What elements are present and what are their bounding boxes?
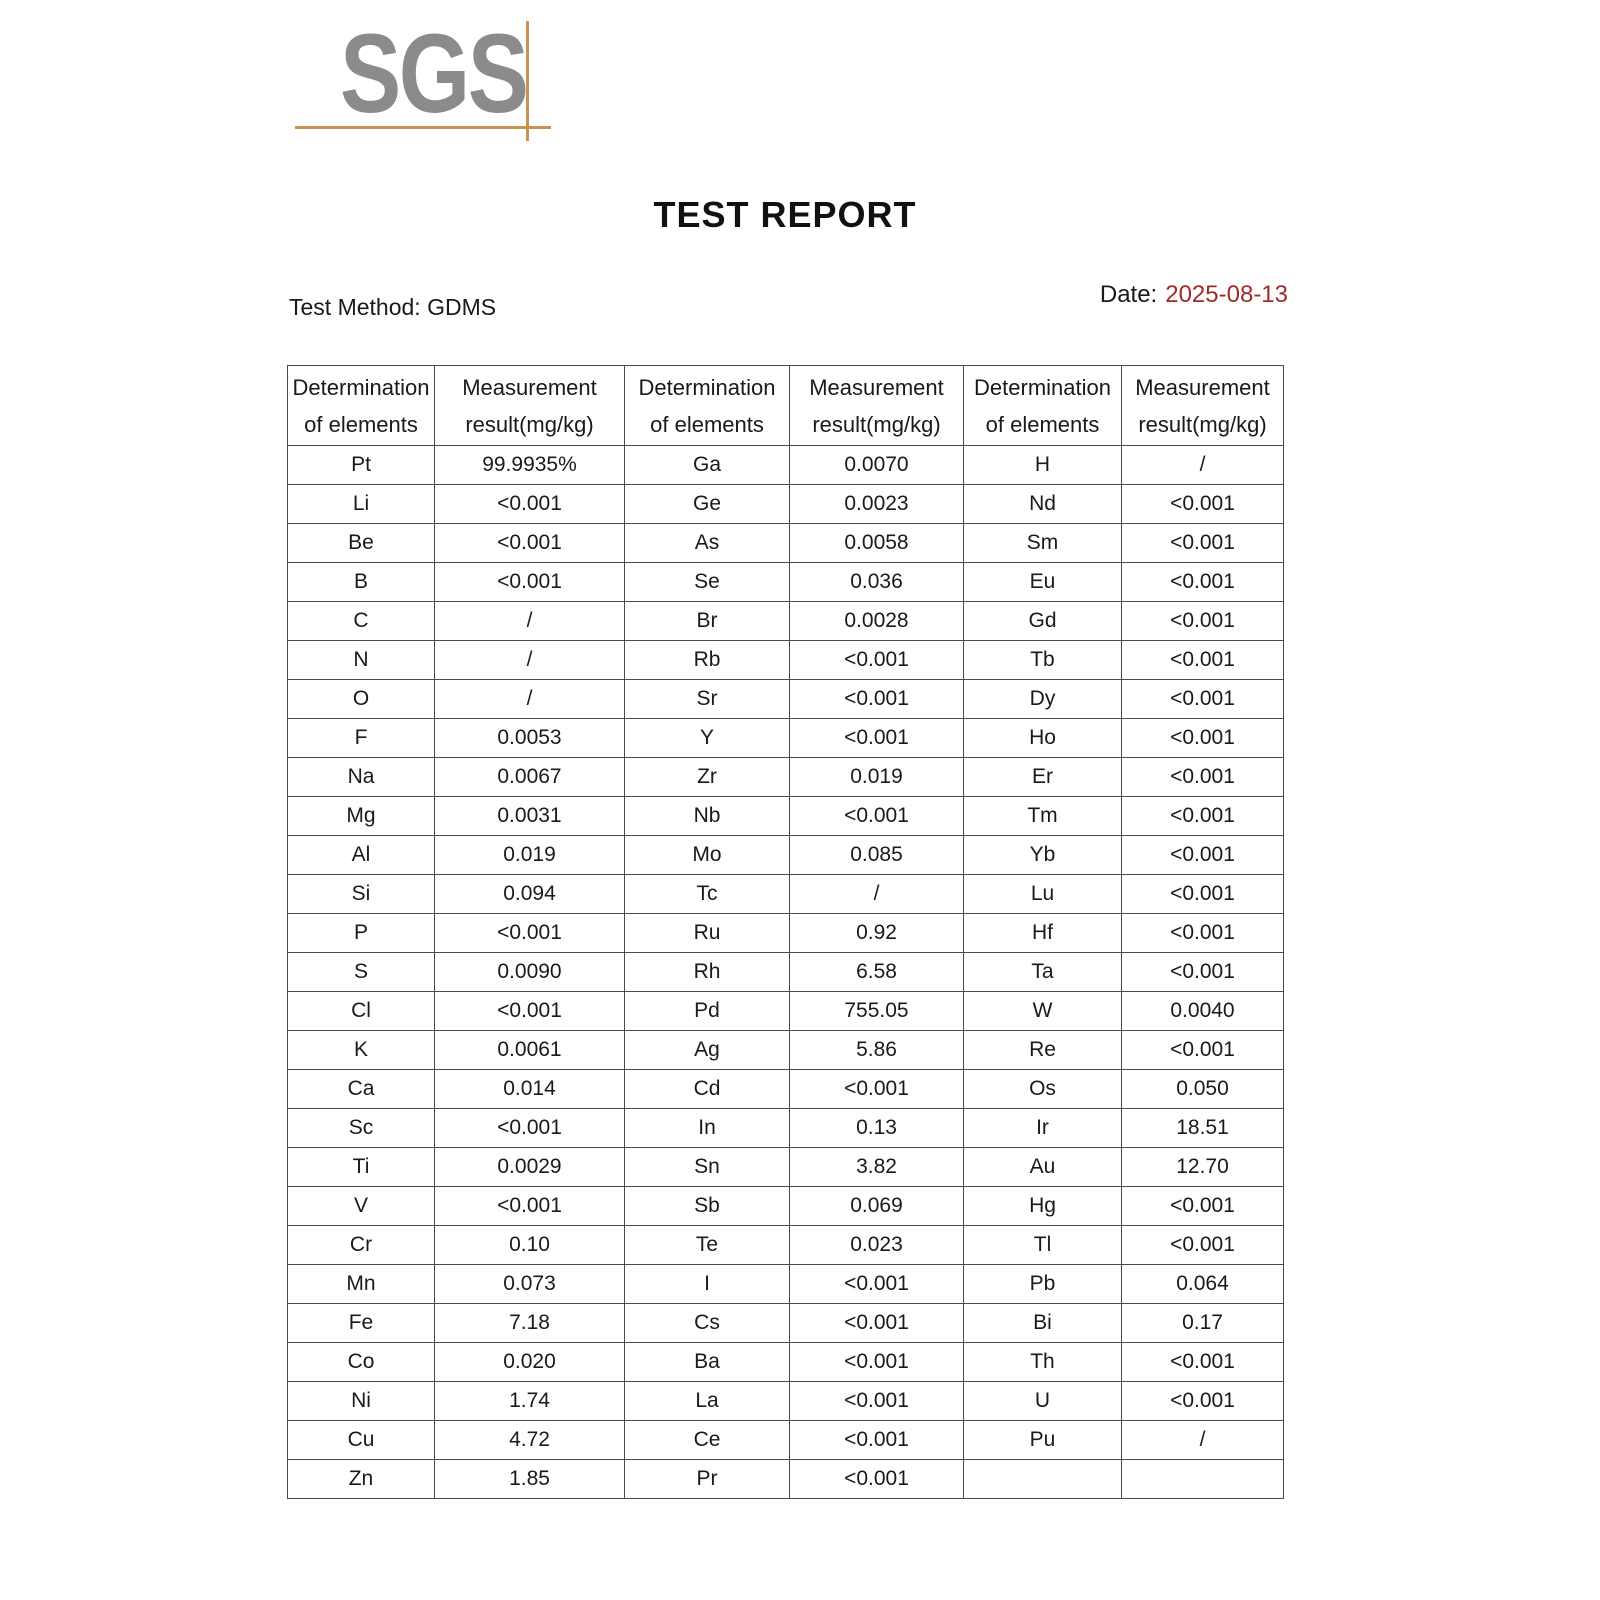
element-symbol-cell: Ti <box>288 1148 435 1187</box>
table-row <box>288 1460 1284 1499</box>
measurement-value-cell: <0.001 <box>790 1343 964 1382</box>
measurement-value-cell: 12.70 <box>1122 1148 1284 1187</box>
element-symbol-cell: Fe <box>288 1304 435 1343</box>
measurement-value-cell: <0.001 <box>790 1460 964 1499</box>
table-row <box>288 1265 1284 1304</box>
table-row <box>288 719 1284 758</box>
element-symbol-cell: Ce <box>625 1421 790 1460</box>
table-row <box>288 602 1284 641</box>
element-symbol-cell: K <box>288 1031 435 1070</box>
measurement-value-cell: 0.92 <box>790 914 964 953</box>
element-symbol-cell: V <box>288 1187 435 1226</box>
measurement-value-cell: 0.0058 <box>790 524 964 563</box>
table-row <box>288 914 1284 953</box>
element-symbol-cell: Dy <box>964 680 1122 719</box>
measurement-value-cell: 0.073 <box>435 1265 625 1304</box>
element-symbol-cell: Na <box>288 758 435 797</box>
measurement-value-cell: <0.001 <box>435 992 625 1031</box>
table-row <box>288 641 1284 680</box>
measurement-value-cell: <0.001 <box>790 719 964 758</box>
element-symbol-cell: Pr <box>625 1460 790 1499</box>
table-row <box>288 1304 1284 1343</box>
element-symbol-cell: Nb <box>625 797 790 836</box>
element-symbol-cell: Tl <box>964 1226 1122 1265</box>
element-symbol-cell: S <box>288 953 435 992</box>
element-symbol-cell: Tm <box>964 797 1122 836</box>
col-header-elements-3: Determination of elements <box>964 366 1122 446</box>
measurement-value-cell <box>1122 1460 1284 1499</box>
measurement-value-cell: <0.001 <box>1122 680 1284 719</box>
element-symbol-cell: Cd <box>625 1070 790 1109</box>
measurement-value-cell: 0.0053 <box>435 719 625 758</box>
measurement-value-cell: <0.001 <box>790 680 964 719</box>
element-symbol-cell: Cs <box>625 1304 790 1343</box>
measurement-value-cell: <0.001 <box>790 1421 964 1460</box>
col-header-elements-2: Determination of elements <box>625 366 790 446</box>
element-symbol-cell: Cl <box>288 992 435 1031</box>
element-symbol-cell: Zr <box>625 758 790 797</box>
measurement-value-cell: <0.001 <box>1122 797 1284 836</box>
element-symbol-cell: Pd <box>625 992 790 1031</box>
table-row <box>288 992 1284 1031</box>
col-header-elements-1: Determination of elements <box>288 366 435 446</box>
element-symbol-cell: Th <box>964 1343 1122 1382</box>
table-row <box>288 680 1284 719</box>
element-symbol-cell: Os <box>964 1070 1122 1109</box>
element-symbol-cell: Rh <box>625 953 790 992</box>
measurement-value-cell: 0.0028 <box>790 602 964 641</box>
measurement-value-cell: <0.001 <box>1122 1226 1284 1265</box>
date-value: 2025-08-13 <box>1165 281 1288 308</box>
measurement-value-cell: <0.001 <box>1122 758 1284 797</box>
element-symbol-cell: Hg <box>964 1187 1122 1226</box>
measurement-value-cell: 0.13 <box>790 1109 964 1148</box>
table-row <box>288 446 1284 485</box>
measurement-value-cell: 0.064 <box>1122 1265 1284 1304</box>
measurement-value-cell: 99.9935% <box>435 446 625 485</box>
measurement-value-cell: 3.82 <box>790 1148 964 1187</box>
table-row <box>288 563 1284 602</box>
table-row <box>288 1421 1284 1460</box>
element-symbol-cell: F <box>288 719 435 758</box>
element-symbol-cell: Ba <box>625 1343 790 1382</box>
table-row <box>288 1382 1284 1421</box>
element-symbol-cell: Pt <box>288 446 435 485</box>
element-symbol-cell: Sc <box>288 1109 435 1148</box>
element-symbol-cell: Ru <box>625 914 790 953</box>
element-symbol-cell: Ho <box>964 719 1122 758</box>
element-symbol-cell: Ga <box>625 446 790 485</box>
measurement-value-cell: <0.001 <box>435 524 625 563</box>
measurement-value-cell: <0.001 <box>1122 953 1284 992</box>
element-symbol-cell: Al <box>288 836 435 875</box>
table-row <box>288 1343 1284 1382</box>
measurement-value-cell: / <box>435 641 625 680</box>
element-symbol-cell: Tb <box>964 641 1122 680</box>
measurement-value-cell: 0.0029 <box>435 1148 625 1187</box>
element-symbol-cell: Te <box>625 1226 790 1265</box>
measurement-value-cell: <0.001 <box>1122 836 1284 875</box>
element-symbol-cell: Au <box>964 1148 1122 1187</box>
measurement-value-cell: 755.05 <box>790 992 964 1031</box>
measurement-value-cell: 5.86 <box>790 1031 964 1070</box>
measurement-value-cell: 0.0070 <box>790 446 964 485</box>
element-symbol-cell: P <box>288 914 435 953</box>
element-symbol-cell: Ge <box>625 485 790 524</box>
table-row <box>288 758 1284 797</box>
measurement-value-cell: / <box>435 602 625 641</box>
measurement-value-cell: 18.51 <box>1122 1109 1284 1148</box>
measurement-value-cell: <0.001 <box>790 1265 964 1304</box>
measurement-value-cell: 0.0040 <box>1122 992 1284 1031</box>
measurement-value-cell: <0.001 <box>1122 914 1284 953</box>
measurement-value-cell: <0.001 <box>435 1109 625 1148</box>
element-symbol-cell: La <box>625 1382 790 1421</box>
measurement-value-cell: <0.001 <box>435 914 625 953</box>
measurement-value-cell: <0.001 <box>1122 563 1284 602</box>
results-table <box>287 365 1284 1499</box>
measurement-value-cell: 1.85 <box>435 1460 625 1499</box>
element-symbol-cell: O <box>288 680 435 719</box>
table-row <box>288 524 1284 563</box>
measurement-value-cell: 0.0061 <box>435 1031 625 1070</box>
measurement-value-cell: <0.001 <box>1122 485 1284 524</box>
measurement-value-cell: 1.74 <box>435 1382 625 1421</box>
measurement-value-cell: 0.0090 <box>435 953 625 992</box>
measurement-value-cell: 0.0067 <box>435 758 625 797</box>
element-symbol-cell: Pb <box>964 1265 1122 1304</box>
measurement-value-cell: 0.014 <box>435 1070 625 1109</box>
element-symbol-cell: Gd <box>964 602 1122 641</box>
element-symbol-cell: Re <box>964 1031 1122 1070</box>
element-symbol-cell: Bi <box>964 1304 1122 1343</box>
element-symbol-cell: W <box>964 992 1122 1031</box>
element-symbol-cell: H <box>964 446 1122 485</box>
measurement-value-cell: / <box>435 680 625 719</box>
element-symbol-cell: As <box>625 524 790 563</box>
table-row <box>288 1148 1284 1187</box>
element-symbol-cell: Tc <box>625 875 790 914</box>
test-method-text: Test Method: GDMS <box>289 294 497 320</box>
measurement-value-cell: <0.001 <box>1122 524 1284 563</box>
element-symbol-cell: Hf <box>964 914 1122 953</box>
date-label: Date: <box>1099 281 1158 308</box>
element-symbol-cell: Co <box>288 1343 435 1382</box>
measurement-value-cell: <0.001 <box>790 1304 964 1343</box>
header-row <box>288 366 1284 446</box>
measurement-value-cell: 0.036 <box>790 563 964 602</box>
col-header-result-1: Measurement result(mg/kg) <box>435 366 625 446</box>
element-symbol-cell: C <box>288 602 435 641</box>
measurement-value-cell: 0.023 <box>790 1226 964 1265</box>
measurement-value-cell: 7.18 <box>435 1304 625 1343</box>
measurement-value-cell: <0.001 <box>435 1187 625 1226</box>
results-table-body <box>288 446 1284 1499</box>
measurement-value-cell: 6.58 <box>790 953 964 992</box>
element-symbol-cell: Mg <box>288 797 435 836</box>
measurement-value-cell: <0.001 <box>790 1382 964 1421</box>
measurement-value-cell: 0.085 <box>790 836 964 875</box>
measurement-value-cell: <0.001 <box>1122 875 1284 914</box>
table-row <box>288 1226 1284 1265</box>
col-header-result-2: Measurement result(mg/kg) <box>790 366 964 446</box>
measurement-value-cell: <0.001 <box>790 1070 964 1109</box>
element-symbol-cell: Er <box>964 758 1122 797</box>
element-symbol-cell: Ir <box>964 1109 1122 1148</box>
element-symbol-cell: I <box>625 1265 790 1304</box>
element-symbol-cell: Nd <box>964 485 1122 524</box>
measurement-value-cell: <0.001 <box>1122 641 1284 680</box>
measurement-value-cell: 0.10 <box>435 1226 625 1265</box>
element-symbol-cell: Pu <box>964 1421 1122 1460</box>
element-symbol-cell: B <box>288 563 435 602</box>
element-symbol-cell: Ta <box>964 953 1122 992</box>
measurement-value-cell: <0.001 <box>1122 719 1284 758</box>
page-title: TEST REPORT <box>653 194 917 235</box>
element-symbol-cell: Y <box>625 719 790 758</box>
results-table-head <box>288 366 1284 446</box>
element-symbol-cell: Si <box>288 875 435 914</box>
sgs-logo <box>290 12 590 152</box>
table-row <box>288 836 1284 875</box>
table-row <box>288 797 1284 836</box>
element-symbol-cell: Sr <box>625 680 790 719</box>
element-symbol-cell: Mn <box>288 1265 435 1304</box>
element-symbol-cell: Zn <box>288 1460 435 1499</box>
element-symbol-cell: Cu <box>288 1421 435 1460</box>
element-symbol-cell <box>964 1460 1122 1499</box>
measurement-value-cell: 0.050 <box>1122 1070 1284 1109</box>
element-symbol-cell: Rb <box>625 641 790 680</box>
element-symbol-cell: Be <box>288 524 435 563</box>
element-symbol-cell: N <box>288 641 435 680</box>
date-line <box>1100 281 1288 309</box>
table-row <box>288 1031 1284 1070</box>
element-symbol-cell: In <box>625 1109 790 1148</box>
element-symbol-cell: Eu <box>964 563 1122 602</box>
measurement-value-cell: 0.0031 <box>435 797 625 836</box>
measurement-value-cell: 0.17 <box>1122 1304 1284 1343</box>
measurement-value-cell: 0.020 <box>435 1343 625 1382</box>
measurement-value-cell: <0.001 <box>790 797 964 836</box>
measurement-value-cell: / <box>1122 446 1284 485</box>
measurement-value-cell: 4.72 <box>435 1421 625 1460</box>
measurement-value-cell: 0.019 <box>790 758 964 797</box>
element-symbol-cell: Lu <box>964 875 1122 914</box>
measurement-value-cell: <0.001 <box>1122 602 1284 641</box>
element-symbol-cell: Ca <box>288 1070 435 1109</box>
table-row <box>288 1109 1284 1148</box>
element-symbol-cell: U <box>964 1382 1122 1421</box>
measurement-value-cell: 0.019 <box>435 836 625 875</box>
measurement-value-cell: 0.094 <box>435 875 625 914</box>
element-symbol-cell: Mo <box>625 836 790 875</box>
element-symbol-cell: Ni <box>288 1382 435 1421</box>
table-row <box>288 953 1284 992</box>
measurement-value-cell: 0.069 <box>790 1187 964 1226</box>
element-symbol-cell: Sn <box>625 1148 790 1187</box>
measurement-value-cell: 0.0023 <box>790 485 964 524</box>
table-row <box>288 1187 1284 1226</box>
measurement-value-cell: / <box>1122 1421 1284 1460</box>
element-symbol-cell: Sm <box>964 524 1122 563</box>
table-row <box>288 485 1284 524</box>
element-symbol-cell: Yb <box>964 836 1122 875</box>
measurement-value-cell: <0.001 <box>435 563 625 602</box>
element-symbol-cell: Ag <box>625 1031 790 1070</box>
measurement-value-cell: <0.001 <box>1122 1343 1284 1382</box>
element-symbol-cell: Sb <box>625 1187 790 1226</box>
measurement-value-cell: <0.001 <box>435 485 625 524</box>
measurement-value-cell: <0.001 <box>1122 1187 1284 1226</box>
table-row <box>288 1070 1284 1109</box>
element-symbol-cell: Se <box>625 563 790 602</box>
element-symbol-cell: Br <box>625 602 790 641</box>
measurement-value-cell: <0.001 <box>1122 1031 1284 1070</box>
measurement-value-cell: <0.001 <box>790 641 964 680</box>
table-row <box>288 875 1284 914</box>
element-symbol-cell: Cr <box>288 1226 435 1265</box>
col-header-result-3: Measurement result(mg/kg) <box>1122 366 1284 446</box>
measurement-value-cell: <0.001 <box>1122 1382 1284 1421</box>
element-symbol-cell: Li <box>288 485 435 524</box>
measurement-value-cell: / <box>790 875 964 914</box>
sgs-logo-text: SGS <box>340 11 527 136</box>
